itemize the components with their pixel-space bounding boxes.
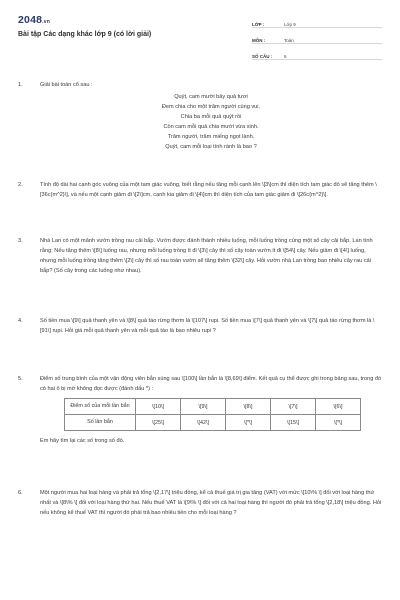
shots-row [65,415,361,431]
question-6 [18,488,382,518]
meta-row-class [252,14,382,28]
score-row-label: Điểm số của mỗi lần bắn [65,399,136,415]
score-cell: \[6\] [316,399,361,415]
question-3 [18,236,382,276]
shots-cell: \[25\] [136,415,181,431]
site-logo[interactable]: 2048.vn [18,14,50,26]
poem-line: Đem chia cho một trăm người cùng vui. [161,104,261,110]
poem-line: Quýt, cam mỗi loại tính rành là bao ? [165,144,257,150]
score-cell: \[9\] [181,399,226,415]
question-text: Tính độ dài hai cạnh góc vuông của một tam giác vuông, biết rằng nếu tăng mỗi cạnh lên \[3\]cm thì diện tích tam giác đó sẽ tăng thêm \[36c{m^2}\], và nếu một cạnh giảm đi \[2\]cm, cạnh kia giảm đi \[4\]cm thì diện tích của tam giác giảm đi \[26c{m^2}\]. [40,182,377,198]
shots-row-label: Số lần bắn [65,415,136,431]
question-text: Một người mua hai loại hàng và phải trả tổng \[2,17\] triệu đồng, kể cả thuế giá trị gia tăng (VAT) với mức \[10\% \] đối với loại hàng thứ nhất và \[8\% \] đối với loại hàng thứ hai. Nếu thuế VAT là \[9\% \] đối với cả hai loại hàng thì người đó phải trả tổng \[2,18\] triệu đồng. Hỏi nếu không kể thuế VAT thì người đó phải trả bao nhiêu tiền cho mỗi loại hàng ? [40,490,382,516]
question-text: Nhà Lan có một mảnh vườn trồng rau cải bắp. Vườn được đánh thành nhiều luống, mỗi luống trồng cùng một số cây cải bắp. Lan tính rằng: Nếu tăng thêm \[8\] luống rau, nhưng mỗi luống trồng ít đi \[3\] cây thì số cây toàn vườn ít đi \[54\] cây. Nếu giảm đi \[4\] luống, nhưng mỗi luống trồng tăng thêm \[2\] cây thì số rau toàn vườn sẽ tăng thêm \[32\] cây. Hỏi vườn nhà Lan trồng bao nhiêu cây rau cải bắp? (Số cây trong các luống như nhau). [40,238,373,274]
score-table [64,398,361,431]
meta-key: SỐ CÂU : [252,54,273,59]
question-text: Điểm số trung bình của một vận động viên bắn súng sau \[100\] lần bắn là \[8,69\] điểm. Kết quả cụ thể được ghi trong bảng sau, trong đó có hai ô bị mờ không đọc được (đánh dấu *) : [40,376,382,392]
poem-line: Còn cam mỗi quả chia mười vừa xinh. [163,124,259,130]
shots-cell: \[42\] [181,415,226,431]
meta-value: Lớp 9 [284,22,296,27]
question-number: 4. [18,318,23,324]
question-number: 2. [18,182,23,188]
question-2 [18,180,382,200]
meta-row-count [252,46,382,60]
shots-cell: \[15\] [271,415,316,431]
meta-key: MÔN : [252,38,266,43]
question-note: Em hãy tìm lại các số trong số đó. [40,438,125,444]
question-1 [18,80,382,152]
score-row [65,399,361,415]
score-cell: \[10\] [136,399,181,415]
question-number: 6. [18,490,23,496]
meta-value: 6 [284,54,287,59]
poem-line: Trăm người, trăm miếng ngọt lành. [167,134,255,140]
poem [40,92,382,152]
document-title: Bài tập Các dạng khác lớp 9 (có lời giải) [18,31,152,38]
poem-line: Chia ba mỗi quả quýt rồi [180,114,242,120]
question-4 [18,316,382,336]
score-cell: \[8\] [226,399,271,415]
question-number: 5. [18,376,23,382]
question-intro: Giải bài toán cổ sau : [40,82,93,88]
question-5 [18,374,382,446]
question-number: 1. [18,82,23,88]
shots-cell: \[*\] [316,415,361,431]
meta-table [252,14,382,62]
score-cell: \[7\] [271,399,316,415]
question-number: 3. [18,238,23,244]
meta-key: LỚP : [252,22,265,27]
shots-cell: \[*\] [226,415,271,431]
meta-value: Toán [284,38,294,43]
question-text: Số tiền mua \[9\] quả thanh yên và \[8\] quả táo rừng thơm là \[107\] rupi. Số tiền mua \[7\] quả thanh yên và \[7\] quả táo rừng thơm là \[91\] rupi. Hỏi giá mỗi quả thanh yên và mỗi quả táo là bao nhiêu rupi ? [40,318,375,334]
document-header [18,14,382,58]
meta-row-subject [252,30,382,44]
poem-line: Quýt, cam mười bảy quả tươi [174,94,248,100]
